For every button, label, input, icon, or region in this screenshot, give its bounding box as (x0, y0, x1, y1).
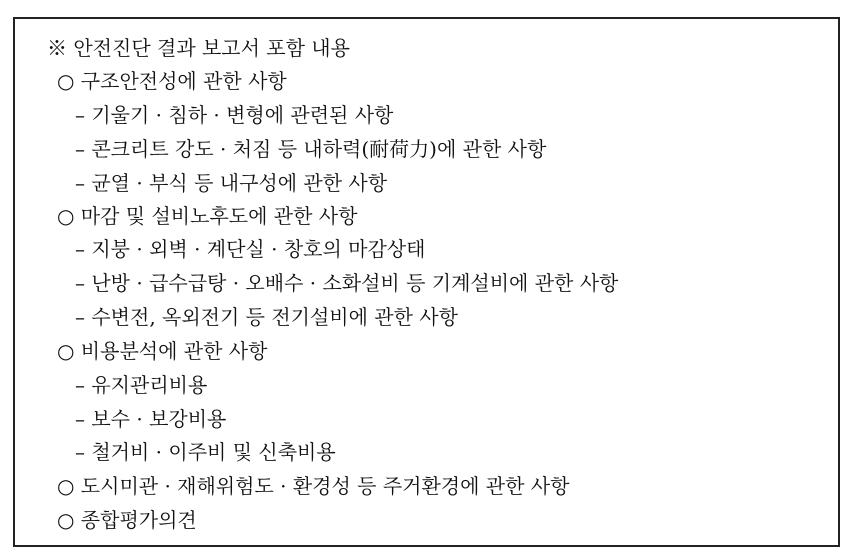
section-residential-environment: ○ 도시미관 · 재해위험도 · 환경성 등 주거환경에 관한 사항 (57, 474, 570, 498)
section-overall-evaluation: ○ 종합평가의견 (57, 508, 197, 532)
report-contents-box (13, 17, 840, 547)
list-item: – 보수 · 보강비용 (75, 407, 227, 431)
list-item: – 철거비 · 이주비 및 신축비용 (75, 440, 336, 464)
list-item: – 균열 · 부식 등 내구성에 관한 사항 (75, 171, 388, 195)
list-item: – 콘크리트 강도 · 처짐 등 내하력(耐荷力)에 관한 사항 (75, 137, 547, 161)
list-item: – 수변전, 옥외전기 등 전기설비에 관한 사항 (75, 305, 458, 329)
list-item: – 기울기 · 침하 · 변형에 관련된 사항 (75, 103, 394, 127)
list-item: – 유지관리비용 (75, 373, 208, 397)
document-title: ※ 안전진단 결과 보고서 포함 내용 (47, 36, 350, 60)
section-structural-safety: ○ 구조안전성에 관한 사항 (57, 69, 287, 93)
list-item: – 난방 · 급수급탕 · 오배수 · 소화설비 등 기계설비에 관한 사항 (75, 271, 619, 295)
section-cost-analysis: ○ 비용분석에 관한 사항 (57, 339, 268, 363)
list-item: – 지붕 · 외벽 · 계단실 · 창호의 마감상태 (75, 237, 426, 261)
section-finishing-equipment: ○ 마감 및 설비노후도에 관한 사항 (57, 204, 358, 228)
